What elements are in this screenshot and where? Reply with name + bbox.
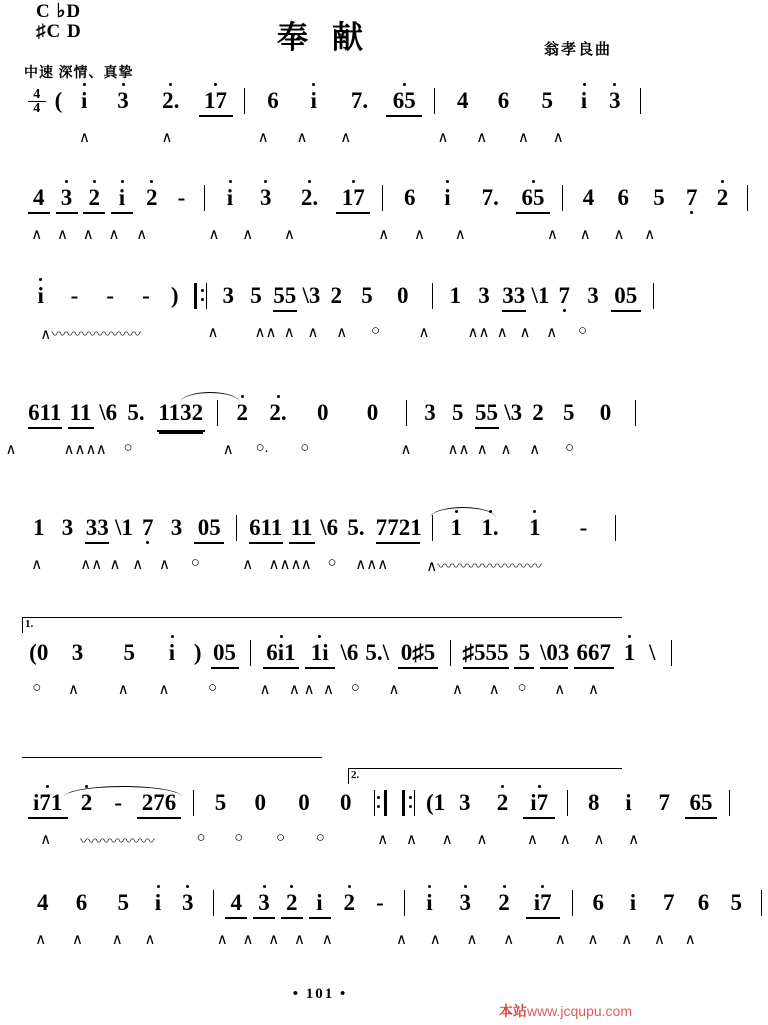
watermark-url: www.jcqupu.com <box>526 1003 632 1019</box>
volta-1-line <box>22 617 622 618</box>
bowing-marks-row: ∧ ∧ ∧ ∧ ∧ ∧ ∧ ∧ ∧ ∧ ∧ ∧ ∧ ∧ ∧ ∧ ∧ ∧ <box>35 932 696 948</box>
time-signature: $\frac{4}{4}$ <box>28 88 46 118</box>
volta-1-continuation-line <box>22 757 322 758</box>
bowing-marks-row: ∧ ∧∧ ∧ ∧ ∧ ○ ∧ ∧∧∧ ∧ ○ ∧∧∧ ∧〰〰〰〰〰〰〰 <box>31 555 543 575</box>
key-line-2: ♯C D <box>36 21 82 42</box>
page-title: 奉献 <box>277 20 387 55</box>
note-row: $\frac{4}{4}$ ( i 3 2. 17 6 i 7. 65 4 6 5 i 3 <box>0 88 640 128</box>
note-row: 4 3 2 i 2 - i 3 2. 17 6 i 7. 65 4 6 5 7 2 <box>0 185 640 225</box>
note-row: i - - - ) 3 5 55 \3 2 5 0 1 3 33 \1 7 3 05 <box>0 283 640 323</box>
bowing-marks-row: ∧ ∧∧∧ ∧ ○ ∧ ○. ○ ∧ ∧∧ ∧ ∧ ∧ ○ <box>5 440 575 458</box>
bowing-marks-row: ∧ 〰〰〰〰〰 ○ ○ ○ ○ ∧ ∧ ∧ ∧ ∧ ∧ ∧ ∧ <box>40 830 640 850</box>
note-row: (0 3 5 i ) 05 6i1 1i \6 5.\ 0♯5 ♯555 5 \03 667 1 \ <box>0 640 640 680</box>
note-row: 611 11 \6 5. 1132 2 2. 0 0 3 5 55 \3 2 5 0 <box>0 400 640 440</box>
music-system-8 <box>0 890 742 956</box>
note-row: 1 3 33 \1 7 3 05 611 11 \6 5. 7721 1 1. 1 - <box>0 515 640 555</box>
watermark <box>499 1001 632 1021</box>
page-number: • 101 • <box>292 986 348 1002</box>
note-row: 4 6 5 i 3 4 3 2 i 2 - i 3 2 i7 6 i 7 6 5 <box>0 890 640 930</box>
repeat-end-barline <box>374 790 387 816</box>
repeat-start-barline <box>194 283 207 309</box>
volta-1-bracket: 1. <box>22 617 62 633</box>
music-system-6 <box>0 640 656 706</box>
bowing-marks-row: ∧ ∧ ∧ ∧ ∧ ∧ ∧ ∧ ∧ <box>79 130 564 146</box>
music-system-4 <box>0 400 640 466</box>
watermark-label: 本站 <box>498 1003 527 1019</box>
music-system-7 <box>0 790 713 856</box>
key-line-1: C ♭D <box>36 1 82 22</box>
music-system-1 <box>0 88 640 154</box>
music-system-2 <box>0 185 729 251</box>
note-row: i71 2 - 276 5 0 0 0 (1 3 2 i7 8 i 7 65 <box>0 790 640 830</box>
volta-2-line <box>348 768 622 769</box>
volta-2-bracket: 2. <box>348 768 388 784</box>
music-system-5 <box>0 515 640 581</box>
tempo-marking: 中速 深情、真挚 <box>24 66 134 81</box>
music-system-3 <box>0 283 640 349</box>
composer-credit: 翁孝良曲 <box>543 42 612 58</box>
repeat-start-barline-2 <box>402 790 415 816</box>
bowing-marks-row: ∧〰〰〰〰〰〰 ∧ ∧∧ ∧ ∧ ∧ ○ ∧ ∧∧ ∧ ∧ ∧ ○ <box>40 323 588 343</box>
bowing-marks-row: ○ ∧ ∧ ∧ ○ ∧ ∧ ∧ ∧ ○ ∧ ∧ ∧ ○ ∧ ∧ <box>32 680 599 698</box>
bowing-marks-row: ∧ ∧ ∧ ∧ ∧ ∧ ∧ ∧ ∧ ∧ ∧ ∧ ∧ ∧ ∧ <box>31 227 656 243</box>
